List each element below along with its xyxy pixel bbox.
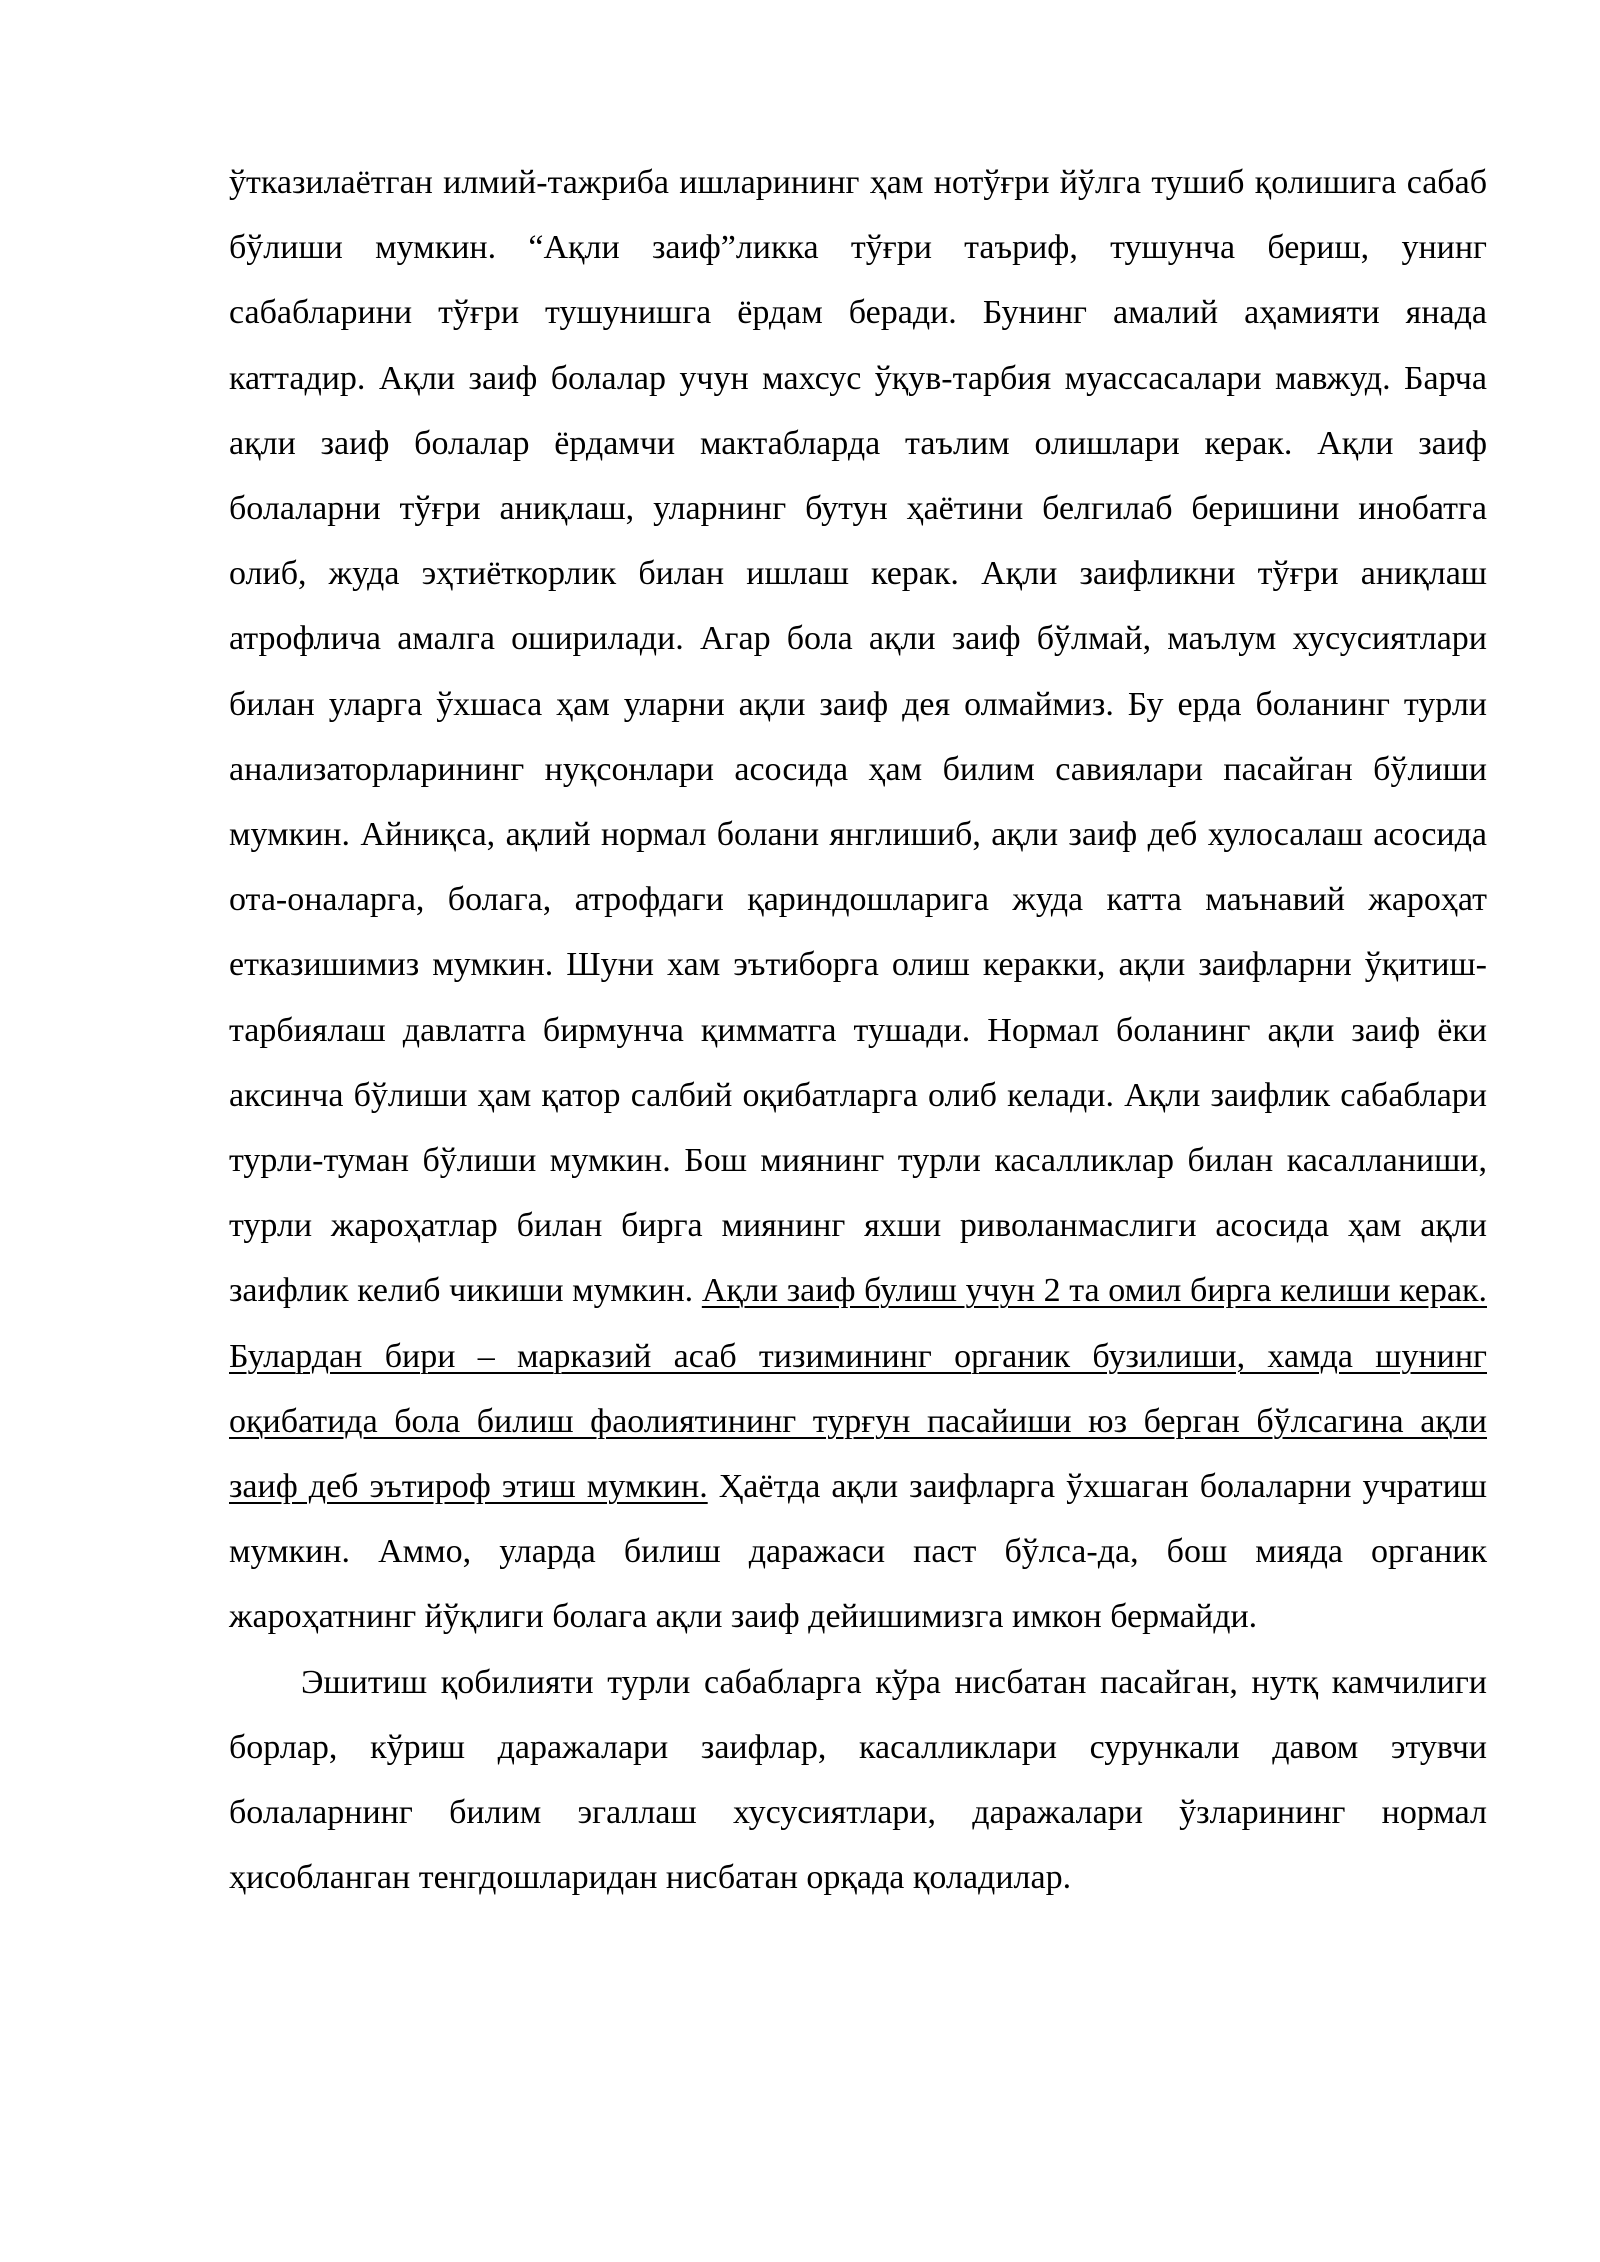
paragraph: Эшитиш қобилияти турли сабабларга кўра нисбатан пасайган, нутқ камчилиги борлар, кўриш даражалари заифлар, касалликлари сурункали давом этувчи болаларнинг билим эгаллаш хусусиятлари, даражалари ўзларининг нормал ҳисобланган тенгдошларидан нисбатан орқада қоладилар.	[229, 1663, 1487, 1897]
paragraph	[229, 150, 1487, 1650]
paragraph-text: ўтказилаётган илмий-тажриба ишларининг ҳам нотўғри йўлга тушиб қолишига сабаб бўлиши мумкин. “Ақли заиф”ликка тўғри таъриф, тушунча бериш, унинг сабабларини тўғри тушунишга ёрдам беради. Бунинг амалий аҳамияти янада каттадир. Ақли заиф болалар учун махсус ўқув-тарбия муассасалари мавжуд. Барча ақли заиф болалар ёрдамчи мактабларда таълим олишлари керак. Ақли заиф болаларни тўғри аниқлаш, уларнинг бутун ҳаётини белгилаб беришини инобатга олиб, жуда эҳтиёткорлик билан ишлаш керак. Ақли заифликни тўғри аниқлаш атрофлича амалга оширилади. Агар бола ақли заиф бўлмай, маълум хусусиятлари билан уларга ўхшаса ҳам уларни ақли заиф дея олмаймиз. Бу ерда боланинг турли анализаторларининг нуқсонлари асосида ҳам билим савиялари пасайган бўлиши мумкин. Айниқса, ақлий нормал болани янглишиб, ақли заиф деб хулосалаш асосида ота-оналарга, болага, атрофдаги қариндошларига жуда катта маънавий жароҳат етказишимиз мумкин. Шуни хам эътиборга олиш керакки, ақли заифларни ўқитиш-тарбиялаш давлатга бирмунча қимматга тушади. Нормал боланинг ақли заиф ёки аксинча бўлиши ҳам қатор салбий оқибатларга олиб келади. Ақли заифлик сабаблари турли-туман бўлиши мумкин. Бош миянинг турли касалликлар билан касалланиши, турли жароҳатлар билан бирга миянинг яхши риволанмаслиги асосида ҳам ақли заифлик келиб чикиши мумкин.	[229, 164, 1487, 1310]
underlined-text: Ақли заиф булиш учун 2 та омил бирга келиши керак. Булардан бири – марказий асаб тизимининг органик бузилиши, хамда шунинг оқибатида бола билиш фаолиятининг турғун пасайиши юз берган бўлсагина ақли заиф деб эътироф этиш мумкин.	[229, 1272, 1487, 1506]
body-text	[229, 150, 1487, 1910]
paragraph-text: Ҳаётда ақли заифларга ўхшаган болаларни учратиш мумкин. Аммо, уларда билиш даражаси паст бўлса-да, бош мияда органик жароҳатнинг йўқлиги болага ақли заиф дейишимизга имкон бермайди.	[229, 1468, 1487, 1636]
